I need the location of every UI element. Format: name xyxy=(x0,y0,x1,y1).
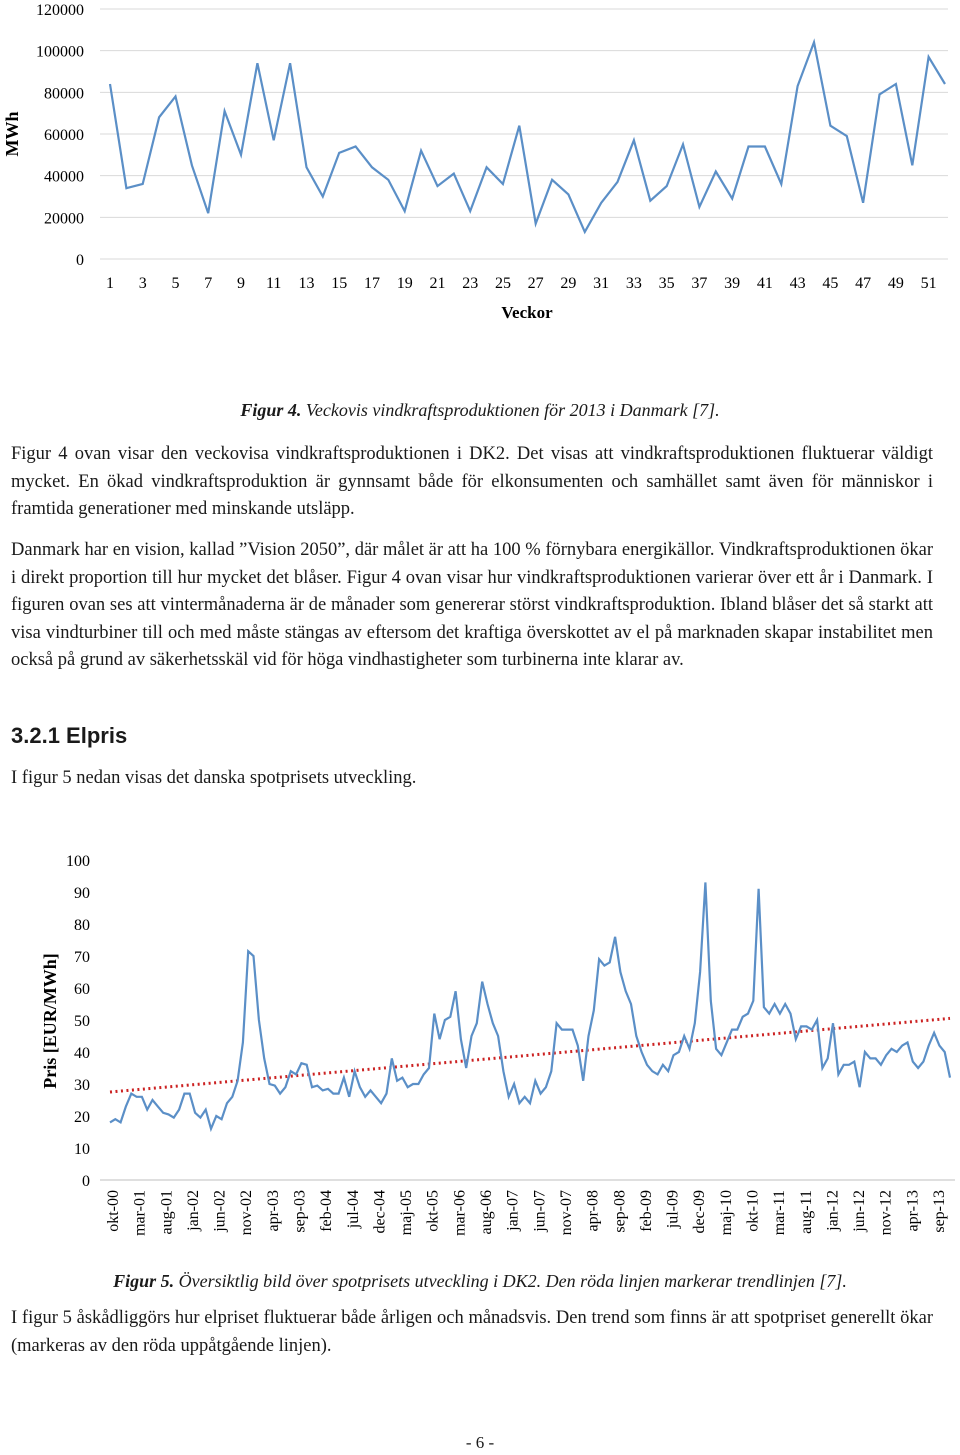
x-tick-label: maj-10 xyxy=(717,1190,735,1236)
y-axis-ticks xyxy=(36,2,84,269)
y-tick-label: 100000 xyxy=(36,43,84,61)
x-tick-label: 39 xyxy=(724,275,741,292)
spot-price-chart xyxy=(0,845,960,1250)
trendline xyxy=(110,1018,950,1092)
x-tick-label: sep-03 xyxy=(291,1190,309,1233)
x-tick-label: 41 xyxy=(756,275,773,292)
x-tick-label: 15 xyxy=(331,275,348,292)
y-tick-label: 40 xyxy=(74,1045,90,1062)
x-tick-label: jun-02 xyxy=(211,1190,229,1232)
production-series-line xyxy=(110,42,945,232)
x-tick-label: aug-06 xyxy=(478,1190,496,1235)
x-tick-label: 21 xyxy=(429,275,446,292)
x-tick-label: 33 xyxy=(625,275,642,292)
x-tick-label: aug-11 xyxy=(797,1190,815,1234)
y-tick-label: 50 xyxy=(74,1013,90,1030)
y-tick-label: 10 xyxy=(74,1141,90,1158)
x-tick-label: apr-03 xyxy=(264,1190,282,1232)
y-axis-ticks xyxy=(66,853,90,1190)
weekly-wind-production-chart xyxy=(0,0,960,330)
x-tick-label: mar-01 xyxy=(131,1190,149,1236)
x-tick-label: 17 xyxy=(363,275,380,292)
x-tick-label: sep-08 xyxy=(611,1190,629,1233)
paragraph-1: Figur 4 ovan visar den veckovisa vindkraftsproduktionen i DK2. Det visas att vindkraftsproduktionen fluktuerar väldigt mycket. En ökad vindkraftsproduktion är gynnsamt både för elkonsumenten och samhället samt även för människor i framtida generationer med minskande utsläpp. xyxy=(11,444,933,519)
gridlines xyxy=(100,9,948,259)
x-tick-label: okt-00 xyxy=(105,1190,122,1232)
figure-5-caption xyxy=(0,1271,960,1292)
x-tick-label: apr-13 xyxy=(904,1190,922,1232)
paragraph-4: I figur 5 åskådliggörs hur elpriset fluktuerar både årligen och månadsvis. Den trend som finns är att spotpriset generellt ökar (markeras av den röda uppåtgående linjen). xyxy=(11,1308,933,1356)
x-tick-label: 35 xyxy=(658,275,675,292)
x-tick-label: 3 xyxy=(138,275,147,292)
x-tick-label: sep-13 xyxy=(931,1190,948,1233)
x-tick-label: 9 xyxy=(236,275,245,292)
y-axis-label: Pris [EUR/MWh] xyxy=(40,953,60,1089)
spot-price-series-line xyxy=(110,882,950,1128)
x-tick-label: 7 xyxy=(204,275,213,292)
x-tick-label: 27 xyxy=(527,275,544,292)
x-axis-ticks xyxy=(105,1190,948,1236)
x-tick-label: mar-11 xyxy=(771,1190,789,1236)
y-tick-label: 70 xyxy=(74,949,90,966)
y-tick-label: 60000 xyxy=(44,127,84,144)
x-tick-label: 49 xyxy=(887,275,904,292)
x-tick-label: dec-04 xyxy=(371,1190,389,1234)
x-tick-label: jun-12 xyxy=(851,1190,869,1232)
paragraph-3: I figur 5 nedan visas det danska spotprisets utveckling. xyxy=(11,768,417,788)
y-tick-label: 40000 xyxy=(44,168,84,186)
x-tick-label: jan-12 xyxy=(824,1190,842,1231)
x-tick-label: jan-07 xyxy=(504,1190,522,1231)
figure-4-label: Figur 4. xyxy=(240,400,302,420)
x-tick-label: jun-07 xyxy=(531,1190,549,1232)
section-heading: 3.2.1 Elpris xyxy=(11,723,128,748)
x-tick-label: nov-02 xyxy=(238,1190,256,1236)
x-tick-label: dec-09 xyxy=(691,1190,709,1234)
y-axis-label: MWh xyxy=(2,111,22,157)
x-tick-label: feb-09 xyxy=(637,1190,655,1232)
x-tick-label: 45 xyxy=(822,275,839,292)
page-number: - 6 - xyxy=(465,1433,495,1452)
figure-5-text: Översiktlig bild över spotprisets utveckling i DK2. Den röda linjen markerar trendlinjen [7]. xyxy=(178,1271,847,1291)
x-tick-label: 13 xyxy=(298,275,315,292)
x-tick-label: nov-07 xyxy=(557,1190,575,1236)
x-tick-label: 43 xyxy=(789,275,806,292)
x-tick-label: nov-12 xyxy=(877,1190,895,1236)
y-tick-label: 30 xyxy=(74,1077,90,1094)
y-tick-label: 0 xyxy=(82,1173,90,1190)
y-tick-label: 90 xyxy=(74,885,90,902)
y-tick-label: 80000 xyxy=(44,85,84,103)
x-axis-ticks xyxy=(106,275,937,292)
x-tick-label: 23 xyxy=(462,275,479,292)
y-tick-label: 20000 xyxy=(44,210,84,228)
x-tick-label: 47 xyxy=(855,275,872,292)
x-tick-label: aug-01 xyxy=(158,1190,176,1235)
x-tick-label: 29 xyxy=(560,275,577,292)
y-tick-label: 120000 xyxy=(36,2,84,19)
x-tick-label: jul-09 xyxy=(664,1190,682,1229)
x-tick-label: maj-05 xyxy=(398,1190,416,1236)
x-tick-label: feb-04 xyxy=(318,1190,336,1232)
x-tick-label: okt-05 xyxy=(424,1190,442,1232)
x-tick-label: 5 xyxy=(171,275,180,292)
y-tick-label: 60 xyxy=(74,981,90,998)
x-tick-label: mar-06 xyxy=(451,1190,469,1236)
paragraph-2: Danmark har en vision, kallad ”Vision 2050”, där målet är att ha 100 % förnybara energikällor. Vindkraftsproduktionen ökar i direkt proportion till hur mycket det blåser. Figur 4 ovan visar hur vindkraftsproduktionen varierar över ett år i Danmark. I figuren ovan ses att vintermånaderna är de månader som genererar störst vindkraftsproduktion. Ibland blåser det så starkt att visa vindturbiner till och med måste stängas av eftersom det kraftiga överskottet av el på marknaden skapar instabilitet men också på grund av säkerhetsskäl vid för höga vindhastigheter som turbinerna inte klarar av. xyxy=(11,540,933,670)
figure-4-text: Veckovis vindkraftsproduktionen för 2013 i Danmark [7]. xyxy=(305,400,720,420)
x-tick-label: jan-02 xyxy=(184,1190,202,1231)
x-tick-label: 11 xyxy=(266,275,282,292)
x-tick-label: 19 xyxy=(396,275,413,292)
x-tick-label: jul-04 xyxy=(344,1190,362,1229)
y-tick-label: 100 xyxy=(66,853,90,870)
x-tick-label: 51 xyxy=(920,275,937,292)
y-tick-label: 20 xyxy=(74,1109,90,1126)
x-tick-label: 31 xyxy=(593,275,610,292)
y-tick-label: 0 xyxy=(76,252,84,269)
x-tick-label: 25 xyxy=(494,275,511,292)
x-tick-label: okt-10 xyxy=(744,1190,762,1232)
x-tick-label: 37 xyxy=(691,275,708,292)
figure-5-label: Figur 5. xyxy=(113,1271,175,1291)
figure-4-caption xyxy=(0,400,960,421)
y-tick-label: 80 xyxy=(74,917,90,934)
x-axis-label: Veckor xyxy=(501,303,553,322)
x-tick-label: 1 xyxy=(106,275,114,292)
x-tick-label: apr-08 xyxy=(584,1190,602,1232)
